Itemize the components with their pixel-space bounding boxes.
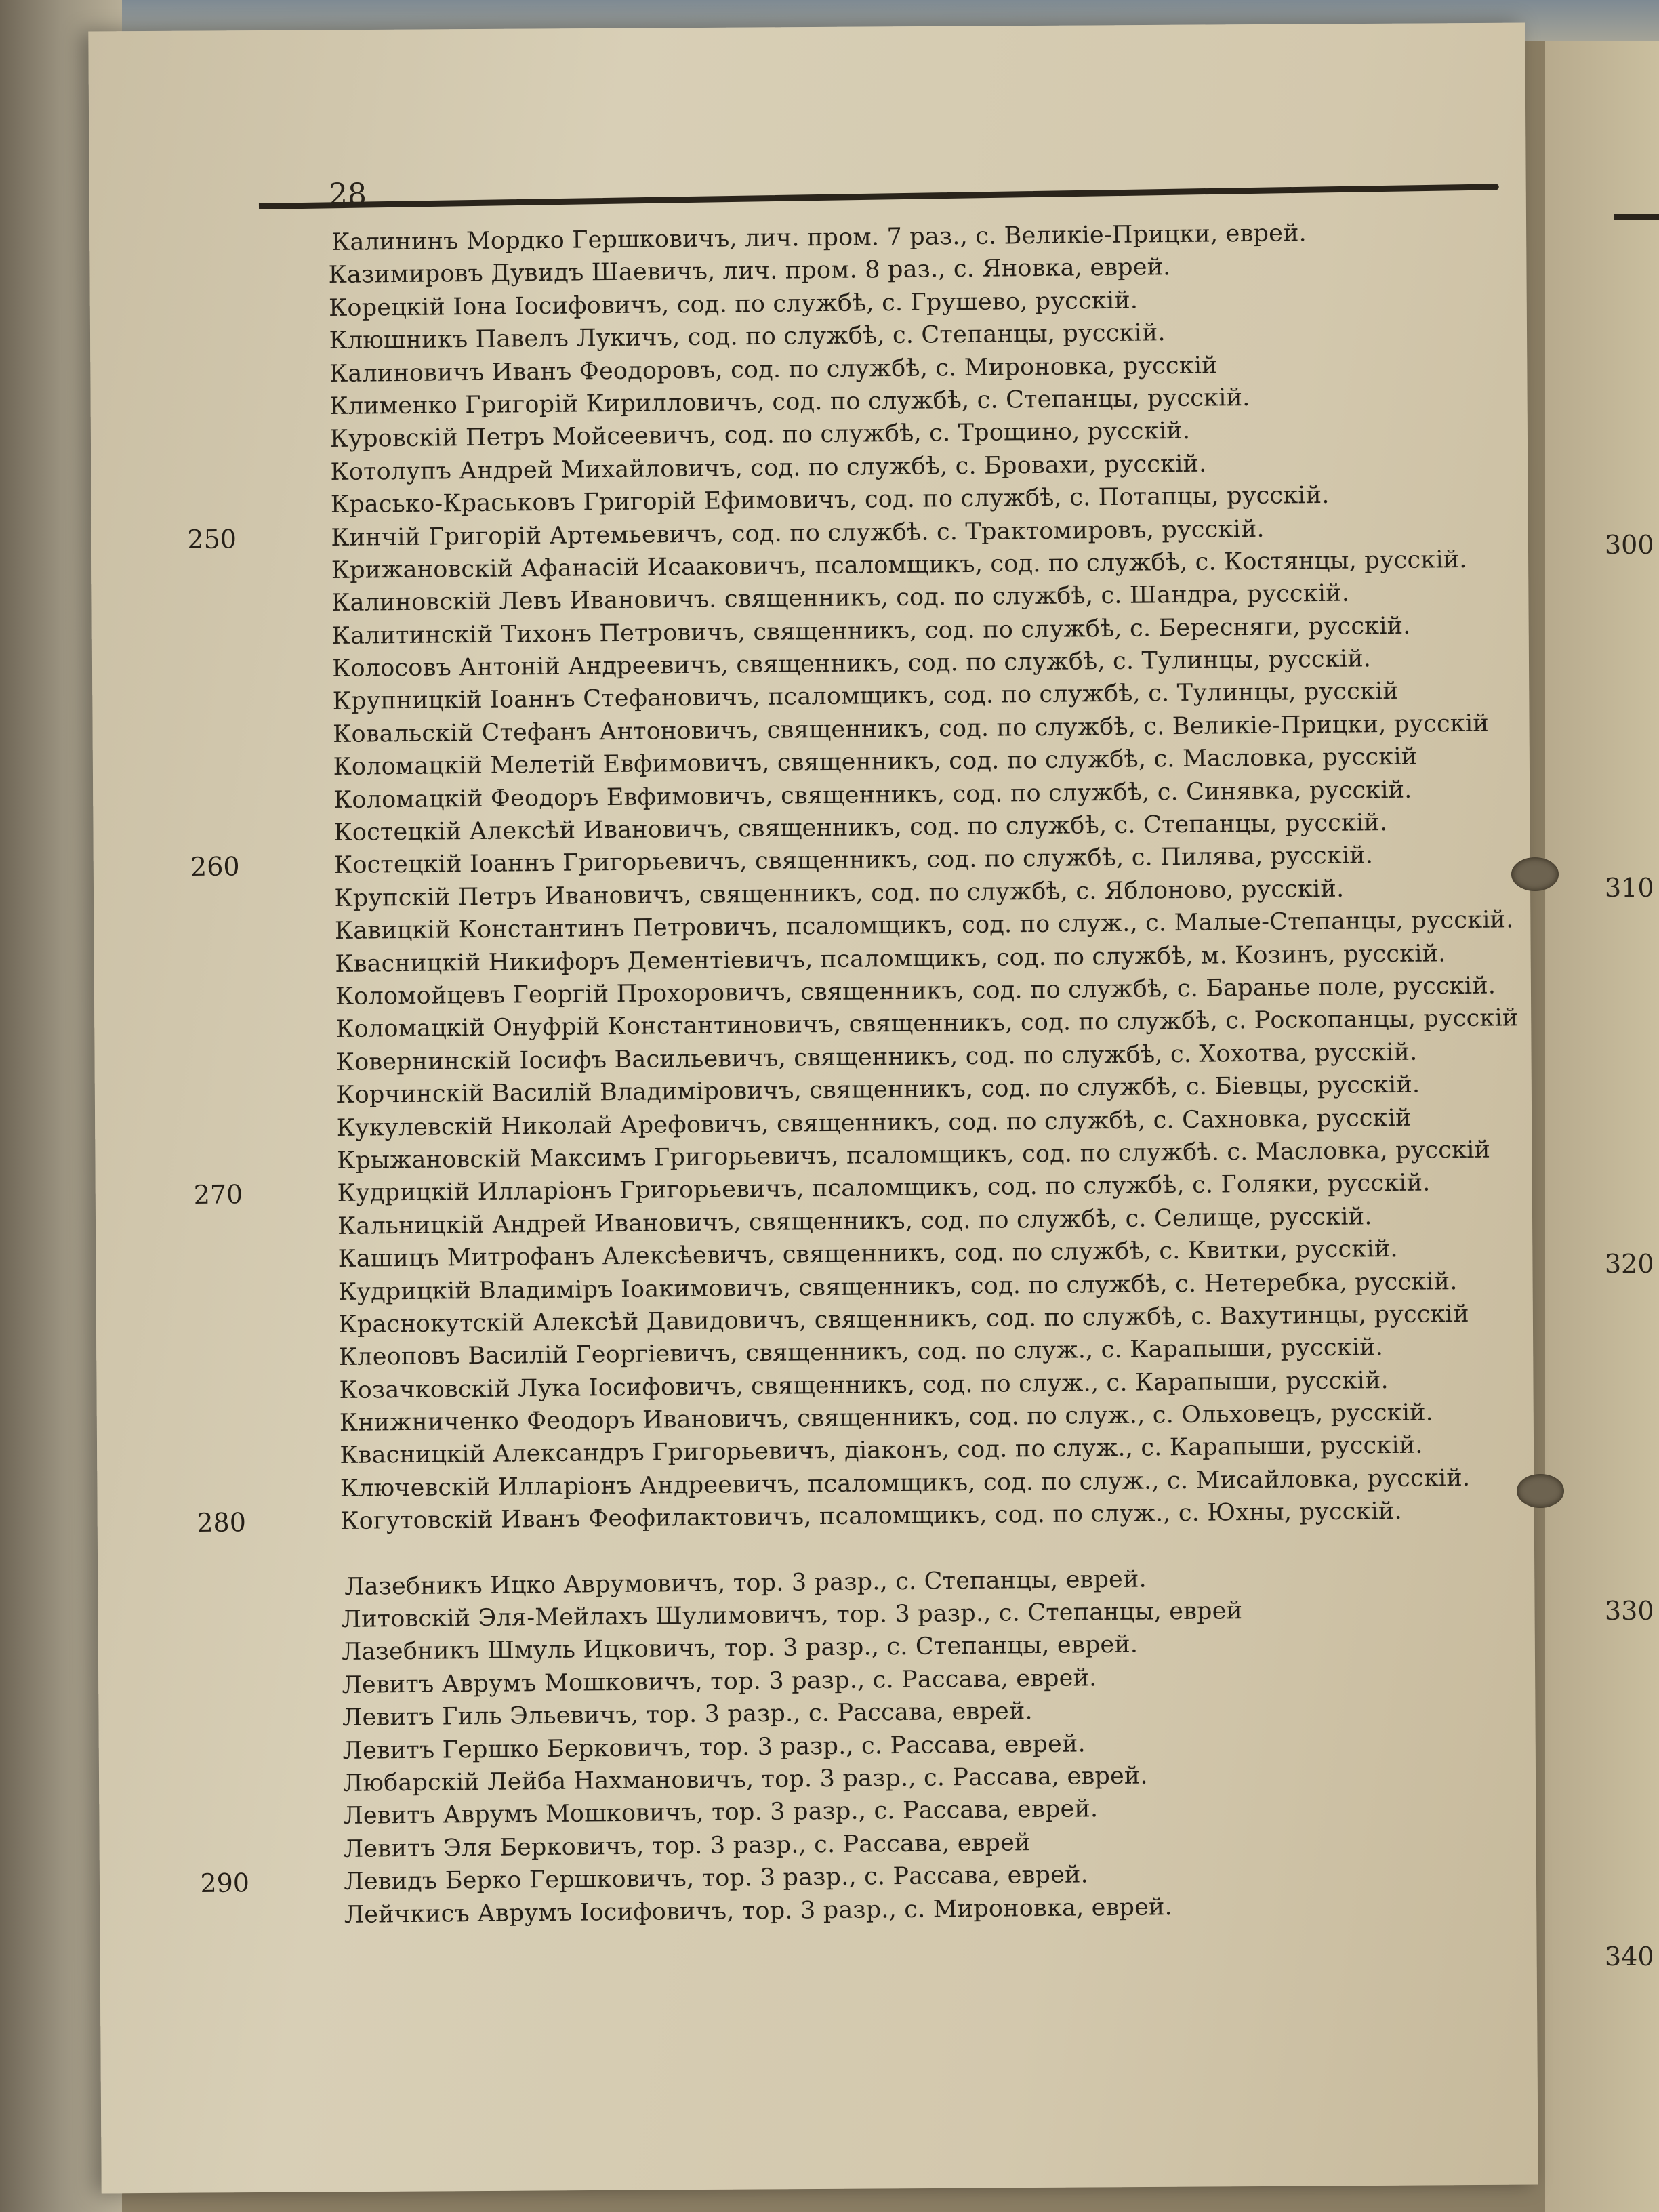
entry-text: Левитъ Гиль Эльевичъ, тор. 3 разр., с. Рассава, еврей.	[342, 1698, 1033, 1732]
entry-text: Книжниченко Феодоръ Ивановичъ, священникъ, сод. по служ., с. Ольховецъ, русскій.	[339, 1399, 1434, 1437]
entry-text: Ключевскій Илларіонъ Андреевичъ, псаломщикъ, сод. по служ., с. Мисайловка, русскій.	[340, 1464, 1471, 1502]
entry-text: Крыжановскій Максимъ Григорьевичъ, псаломщикъ, сод. по службѣ. с. Масловка, русскій	[337, 1136, 1491, 1174]
entries-block-l	[200, 1559, 1537, 1932]
entry-text: Калиновичъ Иванъ Феодоровъ, сод. по службѣ, с. Мироновка, русскій	[329, 352, 1218, 388]
entry-text: Клеоповъ Василій Георгіевичъ, священникъ, сод. по служ., с. Карапыши, русскій.	[338, 1334, 1384, 1372]
entry-text: Кавицкій Константинъ Петровичъ, псаломщикъ, сод. по служ., с. Малые-Степанцы, русскій.	[334, 906, 1514, 945]
entry-number: 270	[193, 1179, 243, 1210]
margin-number: 300	[1605, 530, 1654, 560]
entry-number: 250	[187, 523, 237, 554]
entry-number: 280	[197, 1507, 247, 1538]
entry-text: Клименко Григорій Кирилловичъ, сод. по службѣ, с. Степанцы, русскій.	[329, 384, 1250, 420]
entry-text: Казимировъ Дувидъ Шаевичъ, лич. пром. 8 раз., с. Яновка, еврей.	[328, 253, 1171, 289]
entry-text: Красько-Краськовъ Григорій Ефимовичъ, сод. по службѣ, с. Потапцы, русскій.	[330, 482, 1330, 519]
entry-text: Лейчкисъ Аврумъ Іосифовичъ, тор. 3 разр., с. Мироновка, еврей.	[344, 1893, 1173, 1929]
entry-text: Крижановскій Афанасій Исааковичъ, псаломщикъ, сод. по службѣ, с. Костянцы, русскій.	[331, 546, 1467, 584]
entry-text: Лазебникъ Шмуль Ицковичъ, тор. 3 разр., с. Степанцы, еврей.	[342, 1631, 1139, 1666]
entry-text: Ковальскій Стефанъ Антоновичъ, священникъ, сод. по службѣ, с. Великіе-Прицки, русскій	[333, 710, 1489, 748]
entry-text: Лазебникъ Ицко Аврумовичъ, тор. 3 разр., с. Степанцы, еврей.	[344, 1565, 1147, 1601]
entry-text: Когутовскій Иванъ Феофилактовичъ, псаломщикъ, сод. по служ., с. Юхны, русскій.	[340, 1498, 1403, 1536]
entry-text: Костецкій Іоаннъ Григорьевичъ, священникъ, сод. по службѣ, с. Пилява, русскій.	[333, 842, 1374, 880]
entry-text: Калитинскій Тихонъ Петровичъ, священникъ, сод. по службѣ, с. Бересняги, русскій.	[331, 612, 1411, 650]
entry-text: Коломойцевъ Георгій Прохоровичъ, священникъ, сод. по службѣ, с. Баранье поле, русскій.	[335, 972, 1496, 1010]
entry-text: Кудрицкій Илларіонъ Григорьевичъ, псаломщикъ, сод. по службѣ, с. Голяки, русскій.	[337, 1169, 1431, 1208]
entry-text: Левитъ Эля Берковичъ, тор. 3 разр., с. Рассава, еврей	[343, 1828, 1031, 1863]
entry-text: Корецкій Іона Іосифовичъ, сод. по службѣ, с. Грушево, русскій.	[328, 287, 1139, 322]
entries-block-k	[187, 215, 1533, 1538]
entry-number: 290	[200, 1868, 250, 1899]
entry-text: Костецкій Алексѣй Ивановичъ, священникъ, сод. по службѣ, с. Степанцы, русскій.	[333, 809, 1388, 847]
margin-number: 320	[1605, 1249, 1654, 1279]
entry-text: Левитъ Аврумъ Мошковичъ, тор. 3 разр., с. Рассава, еврей.	[343, 1795, 1099, 1830]
entry-text: Коломацкій Феодоръ Евфимовичъ, священникъ, сод. по службѣ, с. Синявка, русскій.	[333, 776, 1412, 814]
entry-text: Колосовъ Антоній Андреевичъ, священникъ, сод. по службѣ, с. Тулинцы, русскій.	[332, 645, 1372, 683]
entry-text: Ковернинскій Іосифъ Васильевичъ, священникъ, сод. по службѣ, с. Хохотва, русскій.	[335, 1038, 1418, 1076]
entry-text: Корчинскій Василій Владиміровичъ, священникъ, сод. по службѣ, с. Біевцы, русскій.	[336, 1071, 1420, 1109]
entries-list	[187, 215, 1537, 1932]
margin-number: 330	[1605, 1596, 1654, 1626]
entry-text: Квасницкій Никифоръ Дементіевичъ, псаломщикъ, сод. по службѣ, м. Козинъ, русскій.	[335, 939, 1446, 978]
entry-text: Квасницкій Александръ Григорьевичъ, діаконъ, сод. по служ., с. Карапыши, русскій.	[340, 1432, 1423, 1470]
entry-text: Калининъ Мордко Гершковичъ, лич. пром. 7 раз., с. Великіе-Прицки, еврей.	[331, 220, 1307, 256]
entry-text: Крупскій Петръ Ивановичъ, священникъ, сод. по службѣ, с. Яблоново, русскій.	[334, 875, 1345, 912]
entry-text: Кашицъ Митрофанъ Алексѣевичъ, священникъ, сод. по службѣ, с. Квитки, русскій.	[337, 1235, 1398, 1273]
entry-number: 260	[190, 851, 240, 882]
next-page-edge	[1545, 41, 1659, 2212]
entry-text: Левитъ Гершко Берковичъ, тор. 3 разр., с. Рассава, еврей.	[342, 1729, 1086, 1765]
entry-text: Котолупъ Андрей Михайловичъ, сод. по службѣ, с. Бровахи, русскій.	[330, 450, 1207, 486]
page-number: 28	[329, 178, 367, 212]
entry-text: Клюшникъ Павелъ Лукичъ, сод. по службѣ, с. Степанцы, русскій.	[329, 319, 1166, 355]
next-page-header-rule	[1614, 214, 1659, 220]
margin-number: 310	[1605, 873, 1654, 903]
entry-text: Кукулевскій Николай Арефовичъ, священникъ, сод. по службѣ, с. Сахновка, русскій	[336, 1104, 1412, 1142]
entry-text: Левитъ Аврумъ Мошковичъ, тор. 3 разр., с. Рассава, еврей.	[342, 1664, 1097, 1699]
entry-text: Кудрицкій Владиміръ Іоакимовичъ, священникъ, сод. по службѣ, с. Нетеребка, русскій.	[337, 1267, 1458, 1306]
entry-text: Крупницкій Іоаннъ Стефановичъ, псаломщикъ, сод. по службѣ, с. Тулинцы, русскій	[332, 678, 1399, 716]
entry-text: Левидъ Берко Гершковичъ, тор. 3 разр., с. Рассава, еврей.	[344, 1861, 1089, 1896]
entry-text: Козачковскій Лука Іосифовичъ, священникъ, сод. по служ., с. Карапыши, русскій.	[339, 1366, 1389, 1404]
entry-text: Кинчій Григорій Артемьевичъ, сод. по службѣ. с. Трактомировъ, русскій.	[331, 515, 1265, 552]
entry-text: Куровскій Петръ Мойсеевичъ, сод. по службѣ, с. Трощино, русскій.	[329, 417, 1191, 453]
entry-text: Коломацкій Онуфрій Константиновичъ, священникъ, сод. по службѣ, с. Роскопанцы, русскій	[335, 1004, 1519, 1044]
entry-text: Любарскій Лейба Нахмановичъ, тор. 3 разр., с. Рассава, еврей.	[342, 1762, 1148, 1797]
entry-text: Калиновскій Левъ Ивановичъ. священникъ, сод. по службѣ, с. Шандра, русскій.	[331, 579, 1350, 617]
margin-number: 340	[1605, 1942, 1654, 1971]
entry-text: Литовскій Эля-Мейлахъ Шулимовичъ, тор. 3 разр., с. Степанцы, еврей	[341, 1597, 1243, 1633]
entry-text: Краснокутскій Алексѣй Давидовичъ, священникъ, сод. по службѣ, с. Вахутинцы, русскій	[338, 1300, 1469, 1338]
entry-text: Кальницкій Андрей Ивановичъ, священникъ, сод. по службѣ, с. Селище, русскій.	[337, 1203, 1372, 1240]
entry-text: Коломацкій Мелетій Евфимовичъ, священникъ, сод. по службѣ, с. Масловка, русскій	[333, 743, 1418, 781]
